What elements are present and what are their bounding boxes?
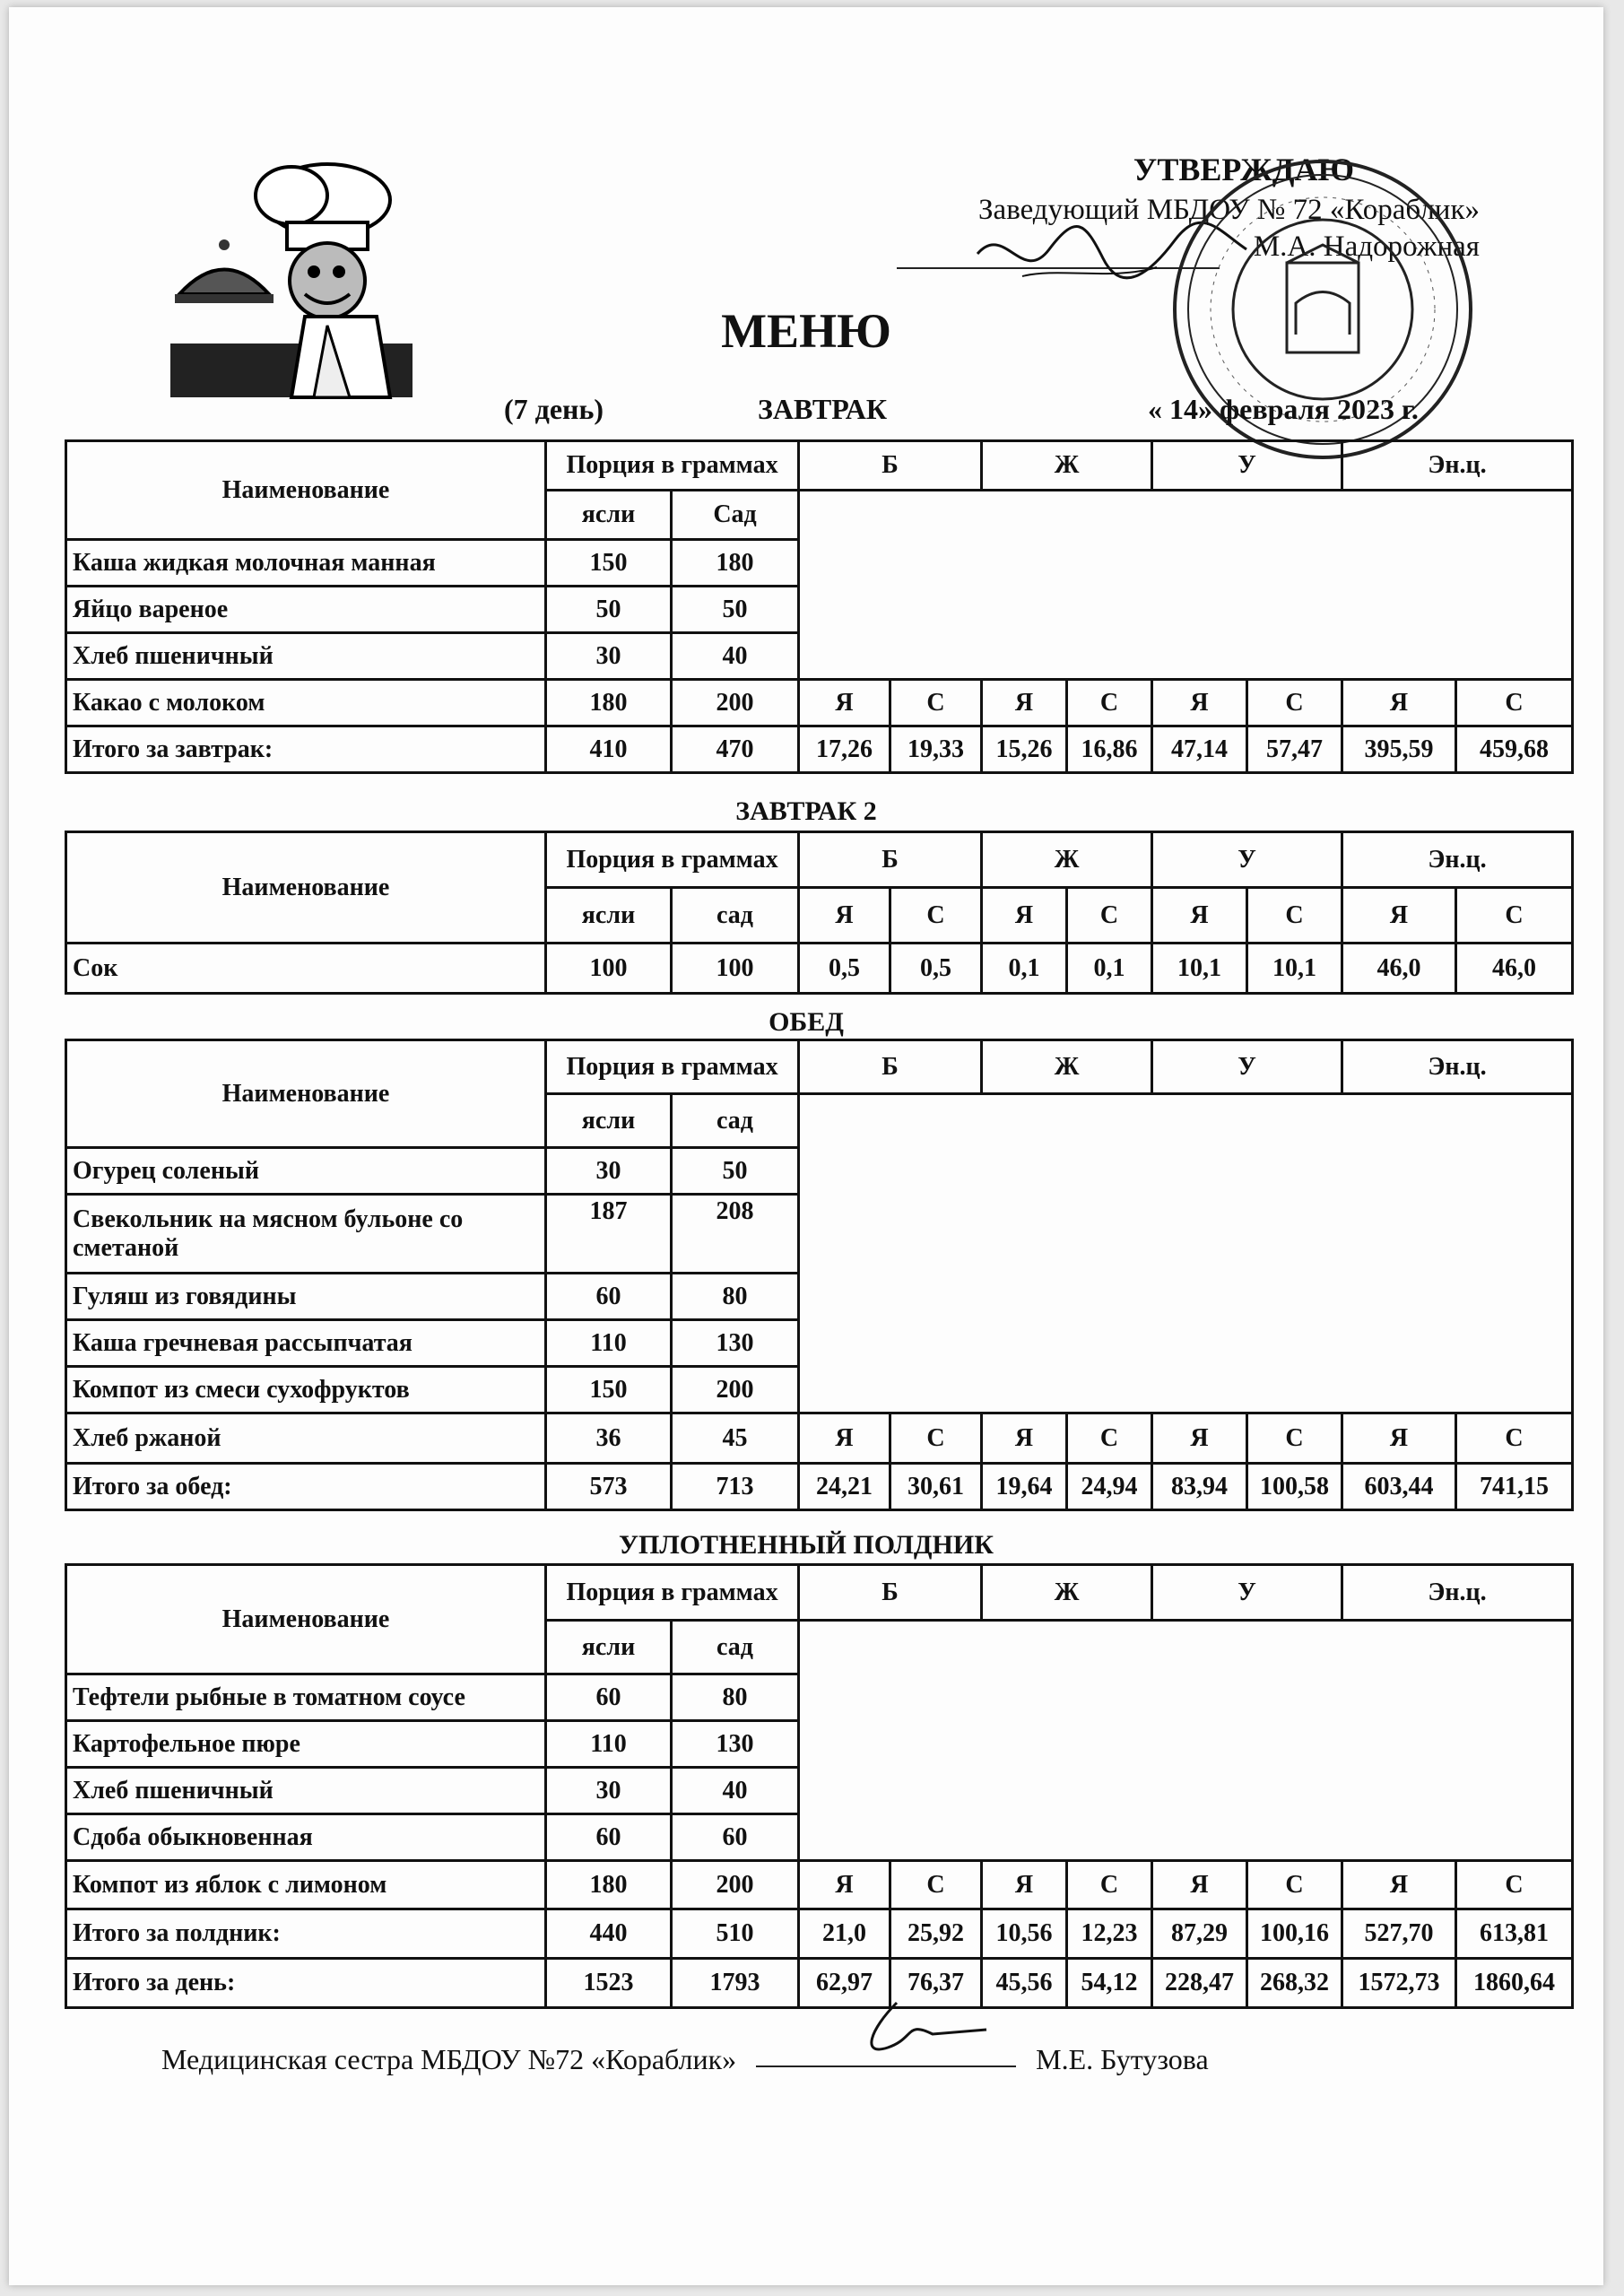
sub-ya: Я <box>982 1861 1067 1909</box>
day-total-nursery: 1523 <box>546 1959 672 2008</box>
total-u-ya: 83,94 <box>1152 1464 1247 1510</box>
header-garden: сад <box>672 1094 799 1148</box>
garden-portion: 40 <box>672 1768 799 1814</box>
sub-ya: Я <box>1152 1861 1247 1909</box>
garden-portion: 80 <box>672 1674 799 1721</box>
sub-ya: Я <box>1342 680 1456 726</box>
dish-name: Какао с молоком <box>66 680 546 726</box>
dish-name: Тефтели рыбные в томатном соусе <box>66 1674 546 1721</box>
sub-ya: Я <box>1152 1413 1247 1464</box>
header-en: Эн.ц. <box>1342 1565 1573 1621</box>
nursery-portion: 30 <box>546 1148 672 1195</box>
sub-ya: Я <box>1152 888 1247 944</box>
approval-person: М.А. Надорожная <box>1253 230 1480 263</box>
dish-name: Хлеб ржаной <box>66 1413 546 1464</box>
sub-ya: Я <box>799 888 890 944</box>
approval-title: УТВЕРЖДАЮ <box>1133 152 1354 187</box>
garden-portion: 100 <box>672 944 799 994</box>
sub-s: С <box>1067 1413 1152 1464</box>
garden-portion: 40 <box>672 633 799 680</box>
nursery-portion: 30 <box>546 1768 672 1814</box>
nursery-portion: 187 <box>546 1195 672 1274</box>
sub-s: С <box>1456 888 1573 944</box>
nursery-portion: 60 <box>546 1674 672 1721</box>
header-zh: Ж <box>982 832 1152 888</box>
nursery-portion: 110 <box>546 1320 672 1367</box>
header-garden: Сад <box>672 491 799 540</box>
sub-ya: Я <box>982 680 1067 726</box>
day-total-en-s: 1860,64 <box>1456 1959 1573 2008</box>
header-u: У <box>1152 1565 1342 1621</box>
sub-s: С <box>1456 1413 1573 1464</box>
en-s: 46,0 <box>1456 944 1573 994</box>
total-en-s: 741,15 <box>1456 1464 1573 1510</box>
header-name: Наименование <box>66 441 546 540</box>
chef-illustration <box>170 160 413 402</box>
header-en: Эн.ц. <box>1342 441 1573 491</box>
blank-area <box>799 1621 1573 1861</box>
nursery-portion: 50 <box>546 587 672 633</box>
dish-name: Каша гречневая рассыпчатая <box>66 1320 546 1367</box>
total-b-ya: 24,21 <box>799 1464 890 1510</box>
sub-s: С <box>1067 1861 1152 1909</box>
total-zh-s: 16,86 <box>1067 726 1152 773</box>
sub-ya: Я <box>799 680 890 726</box>
garden-portion: 50 <box>672 587 799 633</box>
garden-portion: 45 <box>672 1413 799 1464</box>
sub-ya: Я <box>982 888 1067 944</box>
total-u-s: 57,47 <box>1247 726 1342 773</box>
dish-name: Компот из яблок с лимоном <box>66 1861 546 1909</box>
nursery-portion: 100 <box>546 944 672 994</box>
dish-name: Хлеб пшеничный <box>66 633 546 680</box>
sub-s: С <box>890 1861 982 1909</box>
nursery-portion: 150 <box>546 1367 672 1413</box>
nursery-portion: 60 <box>546 1814 672 1861</box>
total-b-ya: 17,26 <box>799 726 890 773</box>
garden-portion: 208 <box>672 1195 799 1274</box>
total-zh-ya: 19,64 <box>982 1464 1067 1510</box>
total-nursery: 410 <box>546 726 672 773</box>
blank-area <box>799 1094 1573 1413</box>
menu-sheet <box>9 7 1603 2285</box>
menu-date: « 14» февраля 2023 г. <box>1148 393 1419 425</box>
day-label: (7 день) <box>504 393 604 425</box>
day-total-b-ya: 62,97 <box>799 1959 890 2008</box>
sub-ya: Я <box>1342 888 1456 944</box>
zh-s: 0,1 <box>1067 944 1152 994</box>
header-nursery: ясли <box>546 1621 672 1674</box>
garden-portion: 130 <box>672 1721 799 1768</box>
nursery-portion: 36 <box>546 1413 672 1464</box>
header-portion: Порция в граммах <box>546 1565 799 1621</box>
nurse-signature-line <box>756 2066 1016 2067</box>
total-label: Итого за завтрак: <box>66 726 546 773</box>
breakfast-table <box>65 439 1574 774</box>
header-u: У <box>1152 1040 1342 1094</box>
dish-name: Гуляш из говядины <box>66 1274 546 1320</box>
sub-ya: Я <box>1342 1861 1456 1909</box>
sub-s: С <box>890 680 982 726</box>
dish-name: Сок <box>66 944 546 994</box>
header-zh: Ж <box>982 1040 1152 1094</box>
day-total-zh-ya: 45,56 <box>982 1959 1067 2008</box>
sub-s: С <box>1456 1861 1573 1909</box>
header-nursery: ясли <box>546 491 672 540</box>
total-garden: 510 <box>672 1909 799 1959</box>
approval-position: Заведующий МБДОУ № 72 «Кораблик» <box>978 194 1480 226</box>
total-zh-ya: 15,26 <box>982 726 1067 773</box>
header-zh: Ж <box>982 1565 1152 1621</box>
breakfast2-title: ЗАВТРАК 2 <box>735 796 877 826</box>
header-nursery: ясли <box>546 1094 672 1148</box>
header-name: Наименование <box>66 832 546 944</box>
day-total-label: Итого за день: <box>66 1959 546 2008</box>
dish-name: Свекольник на мясном бульоне со сметаной <box>66 1195 546 1274</box>
sub-s: С <box>1247 888 1342 944</box>
b-s: 0,5 <box>890 944 982 994</box>
dish-name: Сдоба обыкновенная <box>66 1814 546 1861</box>
nursery-portion: 30 <box>546 633 672 680</box>
page-title: МЕНЮ <box>721 304 891 358</box>
total-u-s: 100,16 <box>1247 1909 1342 1959</box>
header-portion: Порция в граммах <box>546 832 799 888</box>
sub-s: С <box>890 888 982 944</box>
sub-s: С <box>1456 680 1573 726</box>
b-ya: 0,5 <box>799 944 890 994</box>
nursery-portion: 110 <box>546 1721 672 1768</box>
day-total-en-ya: 1572,73 <box>1342 1959 1456 2008</box>
header-garden: сад <box>672 1621 799 1674</box>
garden-portion: 130 <box>672 1320 799 1367</box>
sub-s: С <box>1067 888 1152 944</box>
dish-name: Яйцо вареное <box>66 587 546 633</box>
snack-table <box>65 1563 1574 2009</box>
nursery-portion: 180 <box>546 1861 672 1909</box>
nurse-role: Медицинская сестра МБДОУ №72 «Кораблик» <box>161 2043 737 2075</box>
total-en-ya: 603,44 <box>1342 1464 1456 1510</box>
header-b: Б <box>799 1040 982 1094</box>
total-label: Итого за полдник: <box>66 1909 546 1959</box>
total-u-s: 100,58 <box>1247 1464 1342 1510</box>
total-b-s: 19,33 <box>890 726 982 773</box>
header-name: Наименование <box>66 1565 546 1674</box>
garden-portion: 200 <box>672 1367 799 1413</box>
nursery-portion: 180 <box>546 680 672 726</box>
sub-s: С <box>1247 1413 1342 1464</box>
nurse-signature <box>843 1994 995 2066</box>
sub-ya: Я <box>1342 1413 1456 1464</box>
header-b: Б <box>799 1565 982 1621</box>
total-zh-s: 12,23 <box>1067 1909 1152 1959</box>
lunch-table <box>65 1039 1574 1511</box>
garden-portion: 200 <box>672 1861 799 1909</box>
header-nursery: ясли <box>546 888 672 944</box>
total-garden: 713 <box>672 1464 799 1510</box>
total-en-s: 613,81 <box>1456 1909 1573 1959</box>
header-portion: Порция в граммах <box>546 441 799 491</box>
total-zh-ya: 10,56 <box>982 1909 1067 1959</box>
garden-portion: 60 <box>672 1814 799 1861</box>
header-u: У <box>1152 832 1342 888</box>
day-total-zh-s: 54,12 <box>1067 1959 1152 2008</box>
total-b-s: 30,61 <box>890 1464 982 1510</box>
total-en-ya: 527,70 <box>1342 1909 1456 1959</box>
nursery-portion: 60 <box>546 1274 672 1320</box>
nursery-portion: 150 <box>546 540 672 587</box>
total-en-s: 459,68 <box>1456 726 1573 773</box>
sub-s: С <box>1247 1861 1342 1909</box>
dish-name: Хлеб пшеничный <box>66 1768 546 1814</box>
breakfast-title: ЗАВТРАК <box>758 393 888 425</box>
garden-portion: 200 <box>672 680 799 726</box>
dish-name: Компот из смеси сухофруктов <box>66 1367 546 1413</box>
total-nursery: 440 <box>546 1909 672 1959</box>
total-zh-s: 24,94 <box>1067 1464 1152 1510</box>
header-en: Эн.ц. <box>1342 1040 1573 1094</box>
en-ya: 46,0 <box>1342 944 1456 994</box>
sub-ya: Я <box>1152 680 1247 726</box>
day-total-garden: 1793 <box>672 1959 799 2008</box>
total-u-ya: 87,29 <box>1152 1909 1247 1959</box>
total-u-ya: 47,14 <box>1152 726 1247 773</box>
u-s: 10,1 <box>1247 944 1342 994</box>
header-name: Наименование <box>66 1040 546 1148</box>
header-garden: сад <box>672 888 799 944</box>
total-nursery: 573 <box>546 1464 672 1510</box>
u-ya: 10,1 <box>1152 944 1247 994</box>
sub-s: С <box>1067 680 1152 726</box>
garden-portion: 80 <box>672 1274 799 1320</box>
footer-signature <box>161 2043 1209 2076</box>
header-u: У <box>1152 441 1342 491</box>
day-total-u-s: 268,32 <box>1247 1959 1342 2008</box>
blank-area <box>799 491 1573 680</box>
total-garden: 470 <box>672 726 799 773</box>
sub-ya: Я <box>982 1413 1067 1464</box>
dish-name: Каша жидкая молочная манная <box>66 540 546 587</box>
sub-ya: Я <box>799 1861 890 1909</box>
nurse-name: М.Е. Бутузова <box>1036 2043 1209 2075</box>
sub-s: С <box>890 1413 982 1464</box>
dish-name: Картофельное пюре <box>66 1721 546 1768</box>
dish-name: Огурец соленый <box>66 1148 546 1195</box>
header-en: Эн.ц. <box>1342 832 1573 888</box>
zh-ya: 0,1 <box>982 944 1067 994</box>
snack-title: УПЛОТНЕННЫЙ ПОЛДНИК <box>619 1530 994 1560</box>
total-b-ya: 21,0 <box>799 1909 890 1959</box>
garden-portion: 180 <box>672 540 799 587</box>
day-total-b-s: 76,37 <box>890 1959 982 2008</box>
header-zh: Ж <box>982 441 1152 491</box>
total-label: Итого за обед: <box>66 1464 546 1510</box>
header-b: Б <box>799 832 982 888</box>
total-b-s: 25,92 <box>890 1909 982 1959</box>
day-total-u-ya: 228,47 <box>1152 1959 1247 2008</box>
sub-ya: Я <box>799 1413 890 1464</box>
lunch-title: ОБЕД <box>769 1007 844 1037</box>
sub-s: С <box>1247 680 1342 726</box>
breakfast2-table <box>65 831 1574 995</box>
total-en-ya: 395,59 <box>1342 726 1456 773</box>
header-portion: Порция в граммах <box>546 1040 799 1094</box>
garden-portion: 50 <box>672 1148 799 1195</box>
header-b: Б <box>799 441 982 491</box>
